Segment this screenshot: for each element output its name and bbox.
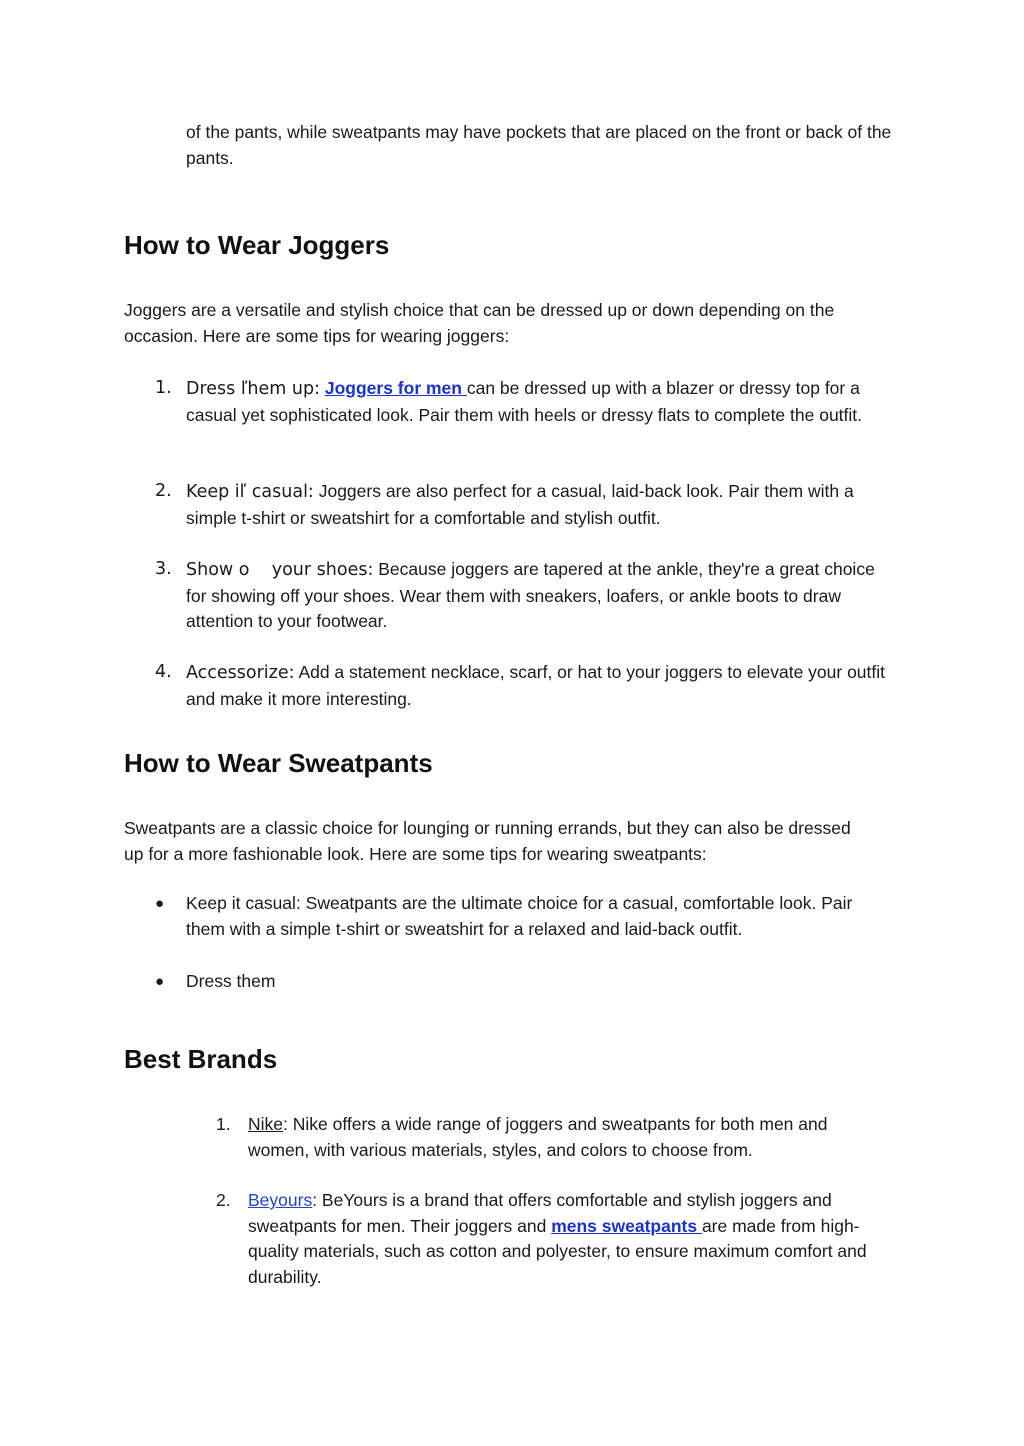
beyours-link[interactable]: Beyours <box>248 1190 313 1210</box>
mens-sweatpants-link[interactable]: mens sweatpants <box>551 1215 702 1236</box>
tip-text: Add a statement necklace, scarf, or hat to your joggers to elevate your outfit and make it more interesting. <box>186 662 886 709</box>
brands-heading: Best Brands <box>124 1044 278 1074</box>
joggers-heading: How to Wear Joggers <box>124 230 390 260</box>
list-item-sweatpants-casual: Keep it casual: Sweatpants are the ultimate choice for a casual, comfortable look. Pair them with a simple t-shirt or sweatshirt for a relaxed and laid-back outfit. <box>186 893 853 939</box>
bullet-icon: ● <box>155 973 165 990</box>
brand-text: : Nike offers a wide range of joggers and sweatpants for both men and women, with various materials, styles, and colors to choose from. <box>248 1114 828 1160</box>
list-number: 1. <box>216 1114 231 1134</box>
list-item-keep-it-casual <box>186 479 898 531</box>
list-number: 2. <box>216 1190 231 1210</box>
list-item-dress-them-up <box>186 376 898 428</box>
tip-text: Because joggers are tapered at the ankle, they're a great choice for showing off your shoes. Wear them with sneakers, loafers, or ankle boots to draw attention to your footwear. <box>186 559 875 631</box>
tip-lead: Accessorize: <box>186 663 295 683</box>
list-item-show-your-shoes <box>186 557 898 635</box>
intro-paragraph: of the pants, while sweatpants may have pockets that are placed on the front or back of the pants. <box>186 122 892 168</box>
tip-text: Joggers are also perfect for a casual, laid-back look. Pair them with a simple t-shirt or sweatshirt for a comfortable and stylish outfit. <box>186 481 854 528</box>
brand-item-beyours <box>248 1188 888 1290</box>
list-number: 1. <box>155 378 172 398</box>
sweatpants-intro: Sweatpants are a classic choice for lounging or running errands, but they can also be dressed up for a more fashionable look. Here are some tips for wearing sweatpants: <box>124 818 851 864</box>
tip-lead: Dress ľhem up: <box>186 379 320 399</box>
sweatpants-heading: How to Wear Sweatpants <box>124 748 433 778</box>
bullet-icon: ● <box>155 895 165 912</box>
list-number: 3. <box>155 559 172 579</box>
list-number: 2. <box>155 481 172 501</box>
joggers-intro: Joggers are a versatile and stylish choice that can be dressed up or down depending on the occasion. Here are some tips for wearing joggers: <box>124 300 835 346</box>
nike-label: Nike <box>248 1114 284 1134</box>
tip-lead: Show o your shoes: <box>186 560 374 580</box>
list-item-accessorize <box>186 660 898 712</box>
list-number: 4. <box>155 662 172 682</box>
joggers-for-men-link[interactable]: Joggers for men <box>324 378 467 398</box>
brand-text: : BeYours is a brand that offers comfortable and stylish joggers and sweatpants for men. Their joggers and <box>248 1190 832 1236</box>
brand-text-end: are made from high-quality materials, such as cotton and polyester, to ensure maximum comfort and durability. <box>248 1215 867 1287</box>
list-item-dress-them: Dress them <box>186 971 276 991</box>
tip-text: can be dressed up with a blazer or dressy top for a casual yet sophisticated look. Pair them with heels or dressy flats to complete the outfit. <box>186 378 863 425</box>
tip-lead: Keep iľ casual: <box>186 482 314 502</box>
brand-item-nike <box>248 1112 888 1163</box>
